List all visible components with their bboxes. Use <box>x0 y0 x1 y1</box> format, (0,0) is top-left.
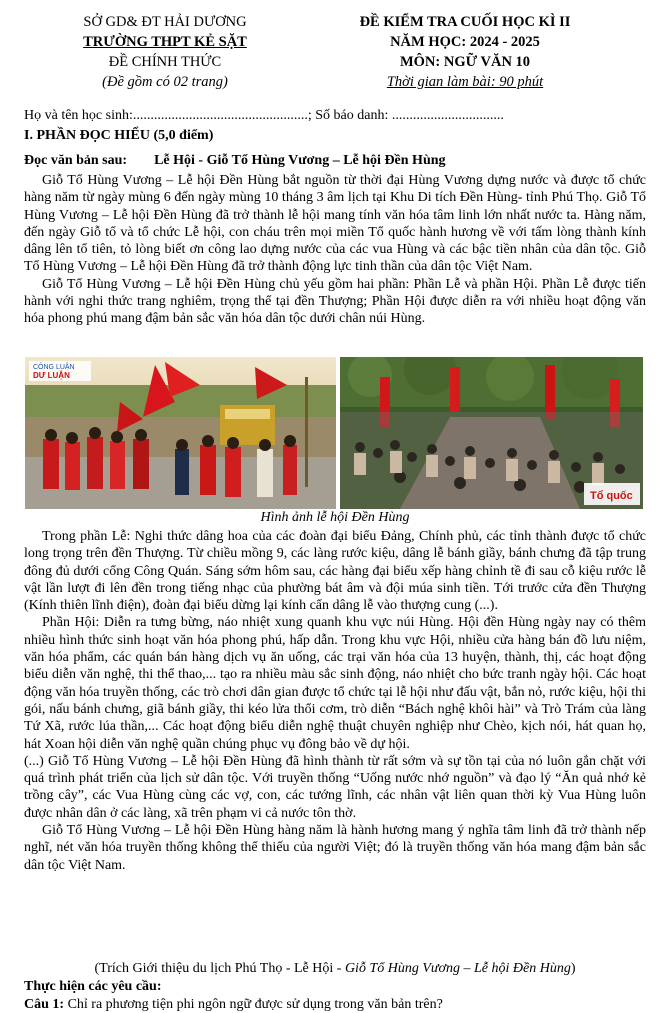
passage-top <box>24 172 646 328</box>
paragraph-5: (...) Giỗ Tổ Hùng Vương – Lễ hội Đền Hùng đã hình thành từ rất sớm và sự tồn tại của nó luôn gắn chặt với quá trình phát triển của lịch sử dân tộc. Với truyền thống “Uống nước nhớ nguồn” và đạo lý “Ăn quả nhớ kẻ trồng cây”, các Vua Hùng cùng các vợ, con, các tướng lĩnh, các nhân vật liên quan thời kỳ Vua Hùng luôn được nhân dân ở các làng, xã trên phạm vi cả nước tôn thờ. <box>24 753 646 821</box>
question-1-label: Câu 1: <box>24 997 65 1012</box>
source-prefix: (Trích Giới thiệu du lịch Phú Thọ - Lễ Hội - <box>94 961 345 976</box>
festival-crowd-image <box>340 357 643 509</box>
reading-intro: Đọc văn bản sau: <box>24 153 128 168</box>
paragraph-4: Phần Hội: Diễn ra tưng bừng, náo nhiệt xung quanh khu vực núi Hùng. Hội đền Hùng ngày nay có thêm nhiều hình thức sinh hoạt văn hóa phong phú, hấp dẫn. Trong khu vực Hội, nhiều cửa hàng bán đồ lưu niệm, văn hóa phẩm, các quán bán hàng dịch vụ ăn uống, các trại văn hóa của 13 huyện, thành, thị, các hoạt động biểu diễn văn nghệ, thi thể thao,... tạo ra nhiều màu sắc sinh động, náo nhiệt cho bức tranh ngày hội. Các hoạt động văn hóa truyền thống, các trò chơi dân gian được tổ chức tại lễ hội như đấu vật, bắn nỏ, rước kiệu, hội thi gói, nấu bánh chưng, giã bánh giầy, thi kéo lửa thổi cơm, trò diễn “Bách nghệ khôi hài” và Trò Trám của làng Tứ Xã, rước lúa thần,... Các hoạt động biểu diễn nghệ thuật chuyên nghiệp như Chèo, kịch nói, hát quan họ, hát Xoan hội diễn văn nghệ quần chúng phục vụ đông bảo về dự hội. <box>24 615 646 752</box>
photo-right <box>340 357 643 509</box>
photo-right-logo: Tổ quốc <box>590 490 633 502</box>
photo-left <box>25 357 336 509</box>
source-suffix: ) <box>570 961 576 976</box>
school-name: TRƯỜNG THPT KẺ SẶT <box>83 34 247 50</box>
paragraph-6: Giỗ Tổ Hùng Vương – Lễ hội Đền Hùng hàng năm là hành hương mang ý nghĩa tâm linh đã trở thành nếp nghĩ, nét văn hóa truyền thống không thể thiếu của người Việt; đó là truyền thống văn hóa mang đậm bản sắc dân tộc Việt Nam. <box>24 823 646 873</box>
passage-bottom <box>24 528 646 874</box>
subject: MÔN: NGỮ VĂN 10 <box>399 54 531 70</box>
reading-heading <box>24 152 646 169</box>
exam-title: ĐỀ KIỂM TRA CUỐI HỌC KÌ II <box>359 14 571 30</box>
source-title: Giỗ Tổ Hùng Vương – Lễ hội Đền Hùng <box>344 961 571 976</box>
festival-procession-image <box>25 357 336 509</box>
student-info-line: Họ và tên học sinh:..................................................; Số báo danh: ................................ <box>24 108 504 123</box>
duration: Thời gian làm bài: 90 phút <box>386 74 544 90</box>
reading-title: Lễ Hội - Giỗ Tổ Hùng Vương – Lễ hội Đền Hùng <box>154 153 446 168</box>
festival-photos <box>25 357 643 509</box>
department-name: SỞ GD& ĐT HẢI DƯƠNG <box>83 14 247 30</box>
header-left <box>40 12 290 92</box>
paragraph-1: Giỗ Tổ Hùng Vương – Lễ hội Đền Hùng bắt nguồn từ thời đại Hùng Vương dựng nước và được tổ chức hàng năm từ ngày mùng 6 đến ngày mùng 10 tháng 3 âm lịch tại Khu Di tích Đền Hùng- tỉnh Phú Thọ. Giỗ Tổ Hùng Vương – Lễ hội Đền Hùng đã trở thành lễ hội mang tính văn hóa tâm linh lớn nhất nước ta. Hàng năm, đến ngày Giỗ tổ và tổ chức Lễ hội, con cháu trên mọi miền Tổ quốc hành hương về với tấm lòng thành kính dâng lên tổ tiên, tỏ lòng biết ơn công lao dựng nước của các vua Hùng và các bậc tiền nhân của dân tộc. Giỗ Tổ Hùng Vương – Lễ hội Đền Hùng đã trở thành động lực tinh thần của dân tộc Việt Nam. <box>24 173 646 275</box>
page-count-note: (Đề gồm có 02 trang) <box>102 74 228 90</box>
school-year: NĂM HỌC: 2024 - 2025 <box>390 34 540 50</box>
photo-left-logo: DƯ LUẬN <box>33 371 70 380</box>
paragraph-2: Giỗ Tổ Hùng Vương – Lễ hội Đền Hùng chủ yếu gồm hai phần: Phần Lễ và phần Hội. Phần Lễ được tiến hành với nghi thức trang nghiêm, trọng thể tại đền Thượng; Phần Hội được diễn ra với nhiều hoạt động văn hóa phong phú mang đậm bản sắc văn hóa dân tộc dưới chân núi Hùng. <box>24 276 646 327</box>
official-label: ĐỀ CHÍNH THỨC <box>108 54 222 70</box>
photo-left-logo-top: CÔNG LUẬN <box>33 364 75 371</box>
header-right <box>300 12 630 92</box>
question-1-text: Chỉ ra phương tiện phi ngôn ngữ được sử dụng trong văn bản trên? <box>64 997 443 1012</box>
source-citation <box>24 960 646 977</box>
section-title: I. PHẦN ĐỌC HIỂU (5,0 điểm) <box>24 128 214 143</box>
photo-caption: Hình ảnh lễ hội Đền Hùng <box>260 510 410 525</box>
task-heading: Thực hiện các yêu cầu: <box>24 979 162 994</box>
question-1 <box>24 996 646 1013</box>
paragraph-3: Trong phần Lễ: Nghi thức dâng hoa của các đoàn đại biểu Đảng, Chính phủ, các tỉnh thành được tổ chức long trọng trên đền Thượng. Từ chiều mồng 9, các làng rước kiệu, dâng lễ bánh giầy, bánh chưng đã tập trung đông đủ dưới cổng Công Quán. Sáng sớm hôm sau, các hàng đại biểu xếp hàng chỉnh tề đi sau cỗ kiệu rước lễ vật lần lượt đi lên đền trong tiếng nhạc của phường bát âm và đội múa sinh tiền. Tới trước cửa đền Thượng (Kính thiên lĩnh điện), đoàn đại biểu dừng lại kính cẩn dâng lễ vào thượng cung (...). <box>24 529 646 614</box>
